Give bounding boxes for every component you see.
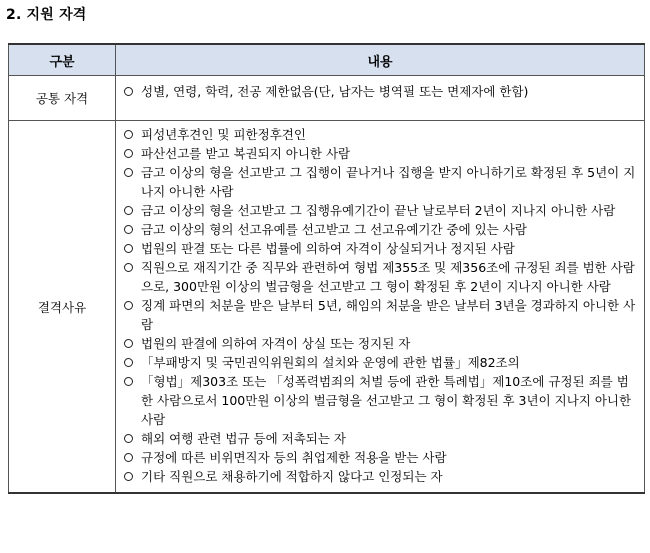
list-item <box>124 239 640 258</box>
circle-bullet-icon <box>124 168 133 177</box>
list-item <box>124 220 640 239</box>
item-text: 파산선고를 받고 복권되지 아니한 사람 <box>141 146 351 161</box>
item-text: 금고 이상의 형을 선고받고 그 집행이 끝나거나 집행을 받지 아니하기로 확정된 후 5년이 지나지 아니한 사람 <box>141 165 636 199</box>
circle-bullet-icon <box>124 339 133 348</box>
section-heading <box>6 4 87 26</box>
disqualification-row <box>9 121 645 494</box>
circle-bullet-icon <box>124 206 133 215</box>
circle-bullet-icon <box>124 87 133 96</box>
list-item <box>124 467 640 486</box>
list-item <box>124 296 640 334</box>
common-category-cell: 공통 자격 <box>9 76 116 121</box>
list-item <box>124 82 640 101</box>
common-qualification-row <box>9 76 645 121</box>
list-item <box>124 429 640 448</box>
circle-bullet-icon <box>124 149 133 158</box>
eligibility-table <box>8 43 645 494</box>
disqualification-items-list <box>124 125 640 486</box>
circle-bullet-icon <box>124 472 133 481</box>
circle-bullet-icon <box>124 301 133 310</box>
circle-bullet-icon <box>124 377 133 386</box>
list-item <box>124 258 640 296</box>
circle-bullet-icon <box>124 434 133 443</box>
item-text: 법원의 판결에 의하여 자격이 상실 또는 정지된 자 <box>141 336 411 351</box>
header-category: 구분 <box>9 44 116 76</box>
list-item <box>124 125 640 144</box>
list-item <box>124 144 640 163</box>
circle-bullet-icon <box>124 453 133 462</box>
item-text: 금고 이상의 형의 선고유예를 선고받고 그 선고유예기간 중에 있는 사람 <box>141 222 527 237</box>
disqualification-content-cell <box>116 121 645 494</box>
item-text: 직원으로 재직기간 중 직무와 관련하여 형법 제355조 및 제356조에 규정된 죄를 범한 사람으로, 300만원 이상의 벌금형을 선고받고 그 형이 확정된 후 2년이 지나지 아니한 사람 <box>141 260 635 294</box>
item-text: 금고 이상의 형을 선고받고 그 집행유예기간이 끝난 날로부터 2년이 지나지 아니한 사람 <box>141 203 616 218</box>
list-item <box>124 448 640 467</box>
item-text: 법원의 판결 또는 다른 법률에 의하여 자격이 상실되거나 정지된 사람 <box>141 241 515 256</box>
circle-bullet-icon <box>124 225 133 234</box>
item-text: 성별, 연령, 학력, 전공 제한없음(단, 남자는 병역필 또는 면제자에 한함) <box>141 84 529 99</box>
item-text: 피성년후견인 및 피한정후견인 <box>141 127 306 142</box>
item-text: 규정에 따른 비위면직자 등의 취업제한 적용을 받는 사람 <box>141 450 447 465</box>
list-item <box>124 372 640 429</box>
circle-bullet-icon <box>124 244 133 253</box>
header-row <box>9 44 645 76</box>
list-item <box>124 334 640 353</box>
header-content: 내용 <box>116 44 645 76</box>
circle-bullet-icon <box>124 358 133 367</box>
common-items-list <box>124 82 640 101</box>
list-item <box>124 353 640 372</box>
section-title: 지원 자격 <box>26 7 87 23</box>
item-text: 기타 직원으로 채용하기에 적합하지 않다고 인정되는 자 <box>141 469 443 484</box>
item-text: 「형법」제303조 또는 「성폭력범죄의 처벌 등에 관한 특례법」제10조에 규정된 죄를 범한 사람으로서 100만원 이상의 벌금형을 선고받고 그 형이 확정된 후 3년이 지나지 아니한 사람 <box>141 374 632 427</box>
common-content-cell <box>116 76 645 121</box>
item-text: 「부패방지 및 국민권익위원회의 설치와 운영에 관한 법률」제82조의 <box>141 355 520 370</box>
disqualification-category-cell: 결격사유 <box>9 121 116 494</box>
circle-bullet-icon <box>124 263 133 272</box>
circle-bullet-icon <box>124 130 133 139</box>
section-number: 2. <box>6 7 22 23</box>
list-item <box>124 163 640 201</box>
item-text: 해외 여행 관련 법규 등에 저촉되는 자 <box>141 431 346 446</box>
list-item <box>124 201 640 220</box>
item-text: 징계 파면의 처분을 받은 날부터 5년, 해임의 처분을 받은 날부터 3년을 경과하지 아니한 사람 <box>141 298 636 332</box>
